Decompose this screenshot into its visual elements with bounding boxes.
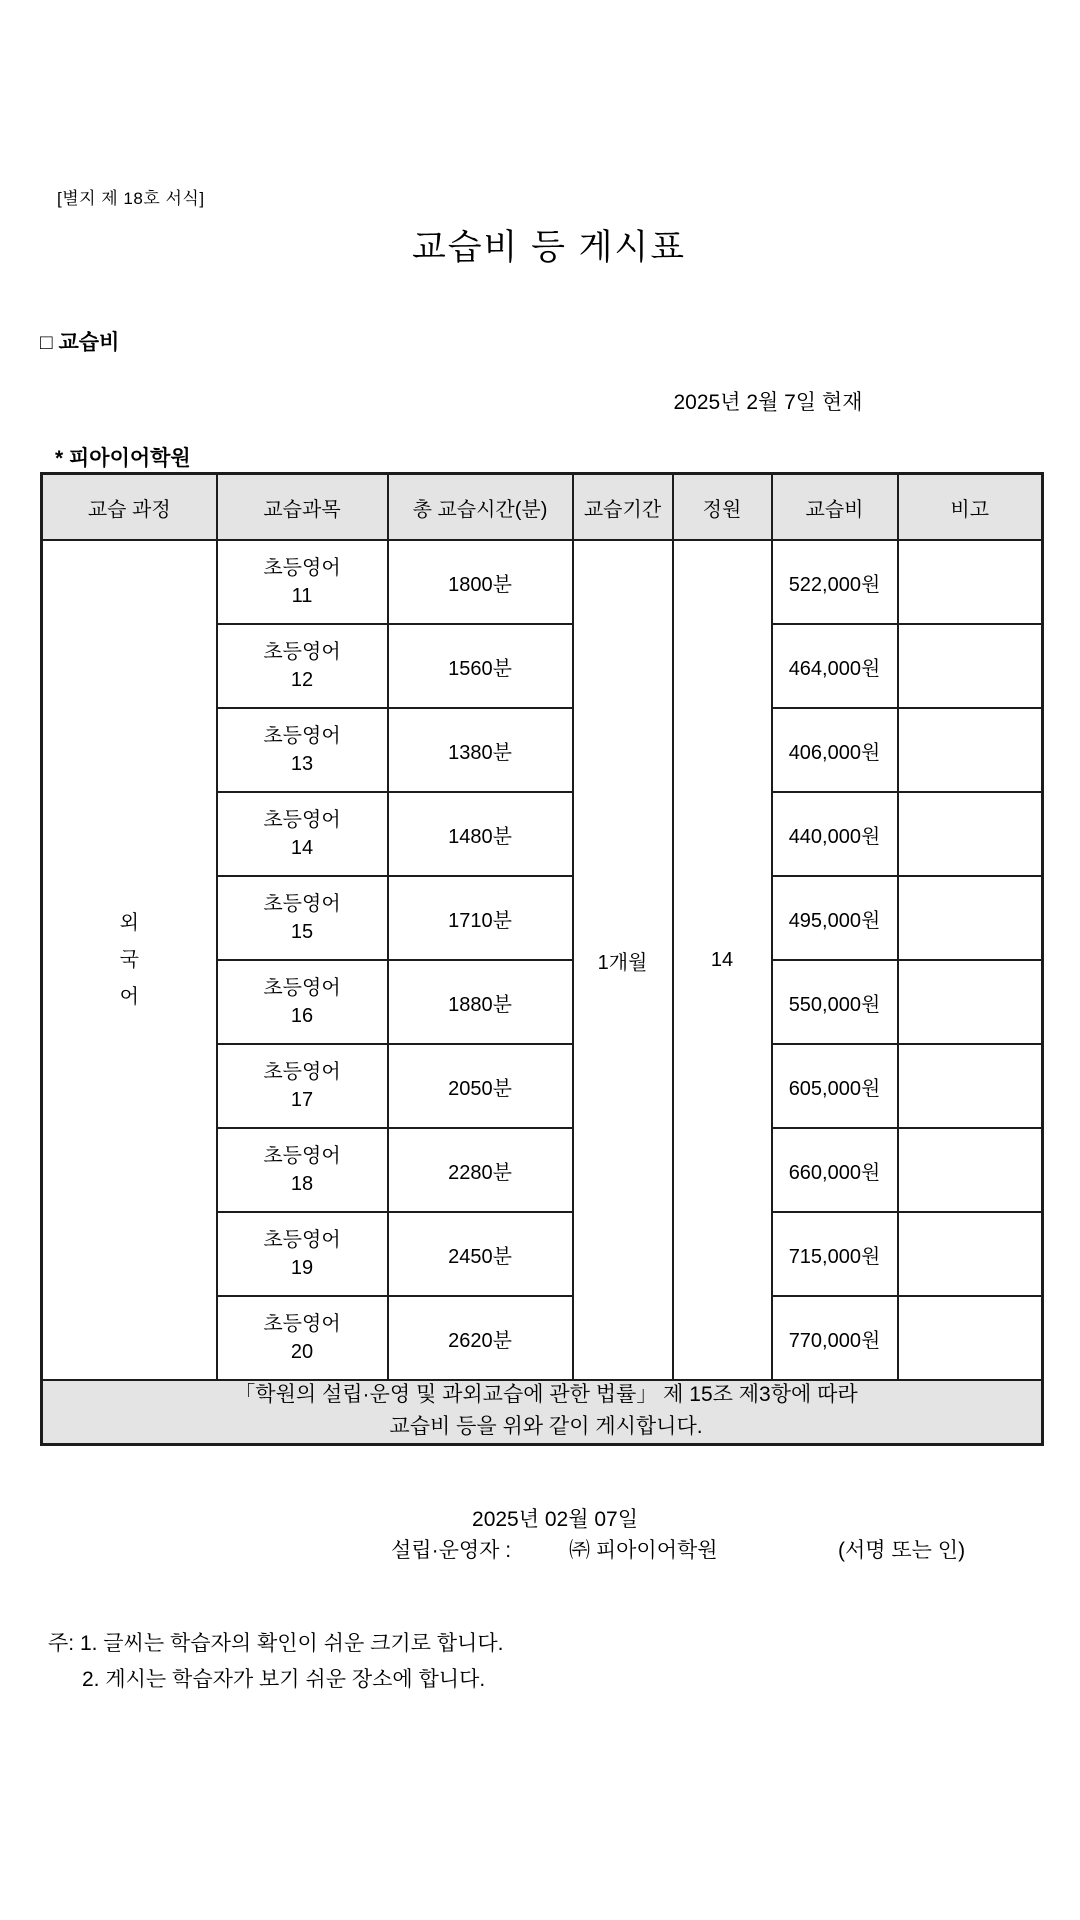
- capacity-cell: 14: [673, 540, 772, 1380]
- operator-name: ㈜ 피아이어학원: [569, 1539, 718, 1562]
- academy-name-label: * 피아이어학원: [55, 447, 191, 470]
- signature-date: 2025년 02월 07일: [472, 1508, 638, 1531]
- footnote-2: 2. 게시는 학습자가 보기 쉬운 장소에 합니다.: [82, 1668, 486, 1691]
- fee-cell: 406,000원: [772, 708, 898, 792]
- tuition-table-body: [42, 540, 1043, 1445]
- fee-cell: 550,000원: [772, 960, 898, 1044]
- note-cell: [898, 624, 1043, 708]
- header-time: 총 교습시간(분): [388, 474, 573, 541]
- course-cell: 외 국 어: [42, 540, 217, 1380]
- subject-cell: 초등영어 17: [217, 1044, 388, 1128]
- time-cell: 2280분: [388, 1128, 573, 1212]
- note-cell: [898, 1044, 1043, 1128]
- fee-cell: 495,000원: [772, 876, 898, 960]
- footnote-1: 주: 1. 글씨는 학습자의 확인이 쉬운 크기로 합니다.: [48, 1632, 504, 1655]
- subject-cell: 초등영어 13: [217, 708, 388, 792]
- operator-label: 설립·운영자 :: [391, 1539, 512, 1562]
- note-cell: [898, 1128, 1043, 1212]
- time-cell: 1710분: [388, 876, 573, 960]
- period-cell: 1개월: [573, 540, 673, 1380]
- table-row: [42, 540, 1043, 624]
- tuition-fee-table: [40, 472, 1044, 1446]
- time-cell: 1880분: [388, 960, 573, 1044]
- time-cell: 1380분: [388, 708, 573, 792]
- header-subject: 교습과목: [217, 474, 388, 541]
- header-period: 교습기간: [573, 474, 673, 541]
- note-cell: [898, 1212, 1043, 1296]
- fee-cell: 440,000원: [772, 792, 898, 876]
- note-cell: [898, 540, 1043, 624]
- subject-cell: 초등영어 18: [217, 1128, 388, 1212]
- subject-cell: 초등영어 16: [217, 960, 388, 1044]
- fee-cell: 715,000원: [772, 1212, 898, 1296]
- time-cell: 1560분: [388, 624, 573, 708]
- header-capacity: 정원: [673, 474, 772, 541]
- fee-cell: 464,000원: [772, 624, 898, 708]
- note-cell: [898, 1296, 1043, 1380]
- law-statement-line2: 교습비 등을 위와 같이 게시합니다.: [389, 1415, 703, 1438]
- time-cell: 2450분: [388, 1212, 573, 1296]
- header-note: 비고: [898, 474, 1043, 541]
- header-fee: 교습비: [772, 474, 898, 541]
- section-label-tuition: □ 교습비: [40, 331, 120, 354]
- law-statement-line1: 「학원의 설립·운영 및 과외교습에 관한 법률」 제 15조 제3항에 따라: [234, 1383, 858, 1406]
- time-cell: 2620분: [388, 1296, 573, 1380]
- time-cell: 1800분: [388, 540, 573, 624]
- page-title: 교습비 등 게시표: [411, 228, 687, 267]
- subject-cell: 초등영어 20: [217, 1296, 388, 1380]
- subject-cell: 초등영어 15: [217, 876, 388, 960]
- fee-cell: 605,000원: [772, 1044, 898, 1128]
- note-cell: [898, 960, 1043, 1044]
- time-cell: 1480분: [388, 792, 573, 876]
- subject-cell: 초등영어 12: [217, 624, 388, 708]
- header-course: 교습 과정: [42, 474, 217, 541]
- law-statement: [0, 1379, 1080, 1443]
- operator-signature-row: [0, 1534, 1080, 1564]
- signature-note: (서명 또는 인): [838, 1539, 966, 1562]
- subject-cell: 초등영어 11: [217, 540, 388, 624]
- fee-cell: 660,000원: [772, 1128, 898, 1212]
- fee-cell: 770,000원: [772, 1296, 898, 1380]
- note-cell: [898, 876, 1043, 960]
- subject-cell: 초등영어 14: [217, 792, 388, 876]
- table-header-row: [42, 474, 1043, 541]
- note-cell: [898, 792, 1043, 876]
- note-cell: [898, 708, 1043, 792]
- subject-cell: 초등영어 19: [217, 1212, 388, 1296]
- as-of-date: 2025년 2월 7일 현재: [673, 391, 863, 414]
- fee-cell: 522,000원: [772, 540, 898, 624]
- time-cell: 2050분: [388, 1044, 573, 1128]
- form-number-label: [별지 제 18호 서식]: [57, 189, 205, 208]
